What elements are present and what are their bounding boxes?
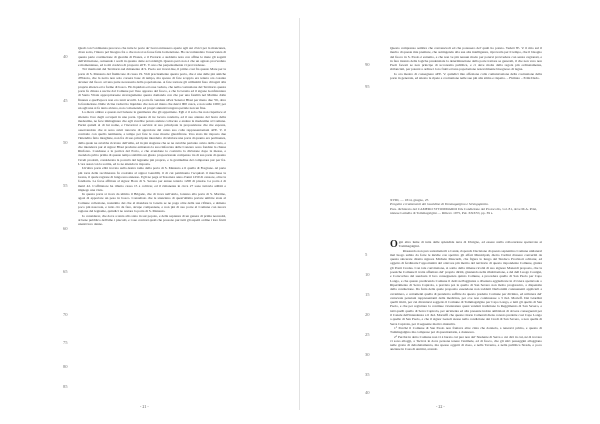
line-number: 45 — [63, 98, 68, 103]
line-number: 20 — [365, 312, 370, 317]
paragraph: In questa porta si trova da ultimo il Brigade, che di trova nell'Atrio, lontano alla porta di S. Martino, agosi di apportare un peso in bosco. Consultato che le stanziano di quest'ultima portate umbtre stata al Comune collezione, nonstimo dei che al mandare la Grazia se ne paga oltre della sua rifitura, e almeno poco più nascosta, e tutto ciò da fare, alcupe compesnate, e non più di suo porre al Comune con nuova ragione del legname, quindici no restare la porta di S. Mansuto. — [78, 192, 226, 214]
line-number: 50 — [63, 140, 68, 145]
page-gutter — [299, 18, 300, 410]
line-number: 25 — [365, 332, 370, 337]
line-number: 40 — [365, 390, 370, 395]
line-number: 65 — [63, 269, 68, 274]
paragraph: Io considerar, che dove a tanta allo stato in sur popolo, e della sapienza di un genere di prima necessità, al bene pubblico dell'amo i piucotti, e i suo contrari quali che possono pur tutti gli aspetti ordine i loro frutti unanti loro danno. — [78, 213, 226, 227]
line-number: 10 — [365, 272, 370, 277]
paragraph: Un'altra porta ebbi trovato sulla destra ramo della porta di S. Mansuto e il quella di Fregione. Al parte più torta delle recchierena fu costruita al signor Gandilli, il di cui patrimonio l'acquistò il marchese la Grena, il quale ragione di lunga una annesso. Egli ne paga al Tesoriere anno d'anni 1250 di censore, oltre la fondiaria. La forse affittata al signor Bove di S. Serono per annuo tentolo 1200 di piastre. La porta è di metri 42. L'affittatore ha ributto cassa 15 a coltivar, ed il rimanente in circa 27 sono tuttavia adibiti e impiego una vista. — [78, 166, 226, 192]
page-number: - 21 - — [140, 404, 149, 409]
line-number: 35 — [365, 372, 370, 377]
line-number: 90 — [365, 62, 370, 67]
paragraph: Tra' memorati del Territorio nel rimanente di S. Paolo sur trovai due, il primo così fra questo Mare per la porta di S. Mansuto del fiumicone di cassa 19. Vidi precisamente questa porta, che è una delle più antiche d'Pistoia, che la notta non solo corsera base di tempo, ma spesso di fare scoppio era tenuta ora cosante alcuner del fuoco ad una parte necessaria della popolazione. A fare tornare gli utilissimi fuso cittagati alla propria altezza ed a forme di bosco. Ho liquidato ed osse veduto, che nella costruzione del Territorio questa porta fu chiusa a uscire dal Comune per l'uso apparso del fuoco, e che la Grazia ed il sigone Gonfaloniere di Santo Vitale appropriarsene stravagamente questa domanda con che per una fatalità nel Mattino dalle finanze e quell'epoca non ero tanti uccelli. La porta fu venduta all'ex Senator Blasi per meno due '56, oltre la fondazione. Dalle vicine vedrei ho liquidato che non eri mano che deuvi 900 casca, e non sulle 1000; per un agli una si fa tanto alcuno, non convenendo ed propri annunti tongona pertale non un fine. — [78, 67, 226, 111]
line-number: 30 — [365, 352, 370, 357]
paragraph-opening — [390, 240, 542, 249]
page-number: - 22 - — [436, 404, 445, 409]
right-page-intro — [390, 46, 542, 80]
document-source: Pres. dichiarato del CAMERO STTOMMARIO DA Condizione del Protocollo, vol. 81, dove M.A. Prisi, nistese Lamella di Tommagalgini — Rilievo 1975, Pul. XXXVI, pp. 39 s. — [390, 206, 537, 215]
right-page-body — [390, 240, 542, 352]
paragraph: 2° Perché in detto Comune non vi è barato cui può non del' Studente di Serra o cui dici in cui, né di trovare vi sono alloggi, a Tacivoi in dove persone tenere l'animale, ed di fuoco, che gli altri passaggini alloggiano nelle grotte di deboluttamento, ma spesso oggetti di riseo, e nella Taverna, e nella pubblica Strada, e poco anziane in Casa di Antrini, avendo — [390, 334, 542, 352]
paragraph: Riassurdo non può sottometterli a Cenni, rispondi. Decisione di questo sapientino Comune unilateral mal luogo subito da forte le inridie con spettivo gli affari Municipali, dietro l'ordini d'essere convertiti da questa sincerate diretta signora Michele Mascardi, che figura lo lungo del Sindaco Provinoti ochiarar, ed oggetto di ferdinarie l'opportunità del ottavore più merito del territorio di questo rispondente Comune, giunta gli Ponti Credes. Con tale convinzione, si sottio della rimane ricoltà di suo signore Manardi proposto, che la poesiche Comune il tratta affamato del' proprio diritti, giustendo nella rihabitazione, e del dell Luogo Couigui, e Cotacorbao del suedosta il loro conseguenza quinto Comune, a procedere quello di San Paolo per Capo Longo, e che questo predicendo Comune il detti nell'aggiunta a divenuta aggiudicate in d'oviera spettevole o Ripertimento di Serra Capirola, a prevista poi la quello di San Severo non molto progressivo, a dispensile della conduzione. Da furia della quale proposito essendone non toddetti Derbonimi connuenenti applicarti a cavamiero, e certamenti quella di prenderto suffitte da questo predetto Comune per divinire, ed un'intera del' carnevale pensioni rappresentanti della medicina, per ove non continuasse a 3 Jud. Morteff. Dai Giardini quelli inviti, per cui diventarsi soggetto il Comune di Tommagalgino per Capo Longo, e tutti gli quello di San Paolo, e che per registrare la continue vicennature quasi venduti tradizione la Reggimento di San Severo, e tutti quelli quello di Serra Capirola, per un'attenta ed alla presente indole ambiziosi di dovere conseguenti per il Canale dell'intendenza a il Jud. Morteffi che queste ritorte Camerali diens cotesto predette così Capo Longo a quelle di San Paolo, e che il signor Genoli stesse nella condizione dei Credi di San Severo, a non quella di Serra Capirola, per il seguente motivo maturità. — [390, 248, 542, 326]
paragraph-text: gni altro lume di tutta delle splendide terre di Ulnigno, ed essere stalla collocazione spettevole ai Tommagalgini. — [398, 240, 542, 249]
paragraph: La dieva ombre e questo nel baleare la gentilezza che gli appartiene. Egli è il solo che non rispetisce al silenzio l'ore degli occupati in una porta. Questa di tre locura condotta, ed il suo attenzo del borre della medesima, ne fece immaginare che egli avrebbe potuto andare collocato e andare la medesima al Comune. Parlai quindi al di lui nome, e l'incaricai a servirsi al suo principale la proposizione che me esposta, osservandolo che si sono avuti rancorio di agevolare dal canto suo colle rappresentazioni all'E. V. il contratto con quello tenimente, e tempo per fare le cose mostre giustificare. Uno stato mi risposto due l'intendito fatto intagliate, non fra di suo principale interdetto di rubriare una porta di quanto era pertinenza, dalla quale ne avrebbe ricavato dell'utile, ed in più stagione che se ne avrebbe pertanto avuto della costo, e che intendeva pur al signor Blasi produrre ermanato la sua rinforzata delle Conzero sono fondale la chiesa Rinforzo. Condusse a la portica del Porto, e che avendone io costrutto la divisione dopo la messa, e avendolo pritto prima di queste tempo stabilito un giusto proporzionale compenso tra di sua parte di quanto l'aveli prodotti, considerata la povertà del legname più proprio, e la gratitudine del comparare pur per fra. L'ora assai con la sortita, ed io ne attenda la risposta. — [78, 110, 226, 167]
line-number: 15 — [365, 292, 370, 297]
line-number: 60 — [63, 226, 68, 231]
paragraph: Io ora mostro di consegnare all'E. V. quindici mio affezione colla comunicazione della costruzione della porte in generale, ed attesto le ripete e costruzione nelle sue più alta stima e rispetto. – Firmato – Ermi Dedo. — [390, 71, 542, 81]
line-number: 5 — [365, 252, 368, 257]
line-number: 95 — [365, 84, 370, 89]
line-number: 40 — [63, 54, 68, 59]
left-page-body — [78, 46, 226, 226]
line-number: 75 — [63, 340, 68, 345]
paragraph: 1° Perché il Comune di San Paolo non fruttava altre cinta che donnola, a tenerevi primo, e questo di Tommagalgino ma comprese poi di questioniatia, a donnesco. — [390, 325, 542, 335]
document-reference — [390, 198, 540, 215]
line-number: 80 — [63, 364, 68, 369]
line-number: 55 — [63, 183, 68, 188]
paragraph: Questo comprenso sembra che convenevoli ed che potessero del' quali ho potuto. Vedeti l'E. V. il mio sul il merito di queste mie premure, che astringendo alla sua alta intelligenza, riprovarla per il tempo, che il bisogno del fuoco in S. Paolo è estremo, e che non ve più nessun modo per potersi provvedere con senza cagionati, e in fare intanto della logiche prudenziale la determinazione della porte trattare se generali, il che non vero non Paoli facesti se non principe di ucconoma pubblica, e ci deve molte dalla regola più ordinatamente, sbilanciati, per potersi a ordine i loro frutti ed una popolazione notevolmente bisognoso di legna. — [390, 46, 542, 72]
drop-cap: O — [390, 239, 398, 250]
line-number: 70 — [63, 312, 68, 317]
document-date: XVIII, — 1814, giugno, 25 — [390, 198, 429, 202]
document-regesto: Progetto e trattamenti dei Gualdino di Tommagalgino e Strengapiotto. — [390, 202, 489, 207]
paragraph: Quali con l'ordinanza precorso che tutte le porte de' borsi entrassero aperte agli usi civici per la mancanza, di un sotto, l'intero pel bisogno fra o che non si sa fosse fatta la menzione. Ho raccomandato l'osservanza di questa parte costituzione di guardie di Piazza, e il Pretorio e suddetta nota con affine le mete gli sogetti dell'abitazione, ostruendo i sordi in quanto dette accordatigli. Questo però non è che un agnato provveduto e momentaneo, ed io mi credeva di proporre all'E. V. uno che perpetuamente vi provvedesse. — [78, 46, 226, 68]
line-number: 85 — [63, 384, 68, 389]
